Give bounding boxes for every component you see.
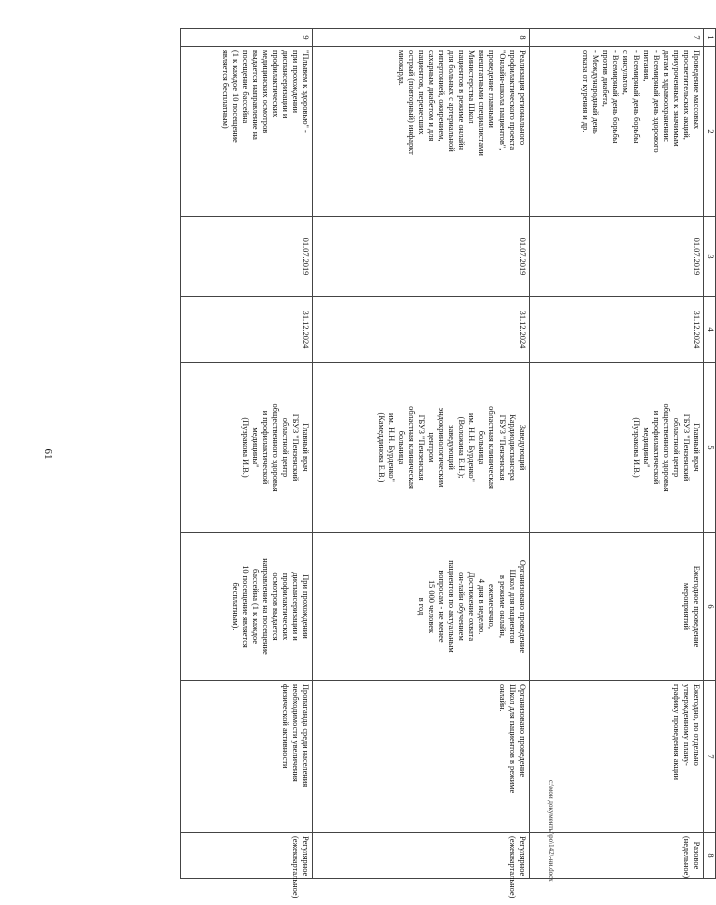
cell-line: Министерства Школ <box>467 50 477 124</box>
col-number-8: 8 <box>704 833 716 879</box>
cell-line: им. Н.Н. Бурденко" <box>386 413 396 482</box>
cell-end-date: 31.12.2024 <box>313 297 529 363</box>
cell-line: мероприятий <box>681 582 691 631</box>
cell-line: питания, <box>641 50 651 82</box>
cell-line: заведующий <box>447 425 457 470</box>
cell-line: приуроченных к значимым <box>671 50 681 147</box>
cell-line: бесплатным). <box>230 582 240 631</box>
cell-line: медицинских осмотров <box>261 50 271 134</box>
col-number-3: 3 <box>704 217 716 297</box>
cell-line: 4 дня в неделю. <box>477 578 487 635</box>
cell-line: общественного здоровья <box>661 403 671 492</box>
cell-line: Главный врач <box>692 423 701 472</box>
cell-line: - Всемирный день борьбы <box>631 50 641 144</box>
cell-line: медицины" <box>251 427 261 468</box>
cell-line: (Воложина Е.Н.); <box>457 416 467 479</box>
cell-line: При прохождении <box>301 574 311 639</box>
cell-line: датам в здравоохранении: <box>661 50 671 143</box>
cell-line: "Онлайн-школа пациентов", <box>497 50 507 151</box>
cell-line: (ежеквартальное) <box>291 836 301 899</box>
cell-line: областная клиническая <box>487 406 497 489</box>
cell-line: при прохождении <box>291 50 301 113</box>
cell-control <box>313 681 529 833</box>
cell-start-date: 01.07.2019 <box>529 217 703 297</box>
col-number-1: 1 <box>704 29 716 47</box>
cell-line: Пропаганда среди населения <box>301 684 311 788</box>
cell-start-date: 01.07.2019 <box>181 217 314 297</box>
cell-line: (недельное) <box>681 836 691 879</box>
cell-start-date: 01.07.2019 <box>313 217 529 297</box>
cell-line: гипертонией, ожирением, <box>437 50 447 142</box>
cell-line: Достижение охвата <box>467 571 477 642</box>
cell-line: сахарным диабетом и для <box>426 50 436 142</box>
measures-table <box>180 28 716 899</box>
cell-kind <box>181 833 314 899</box>
cell-line: является бесплатным) <box>220 50 230 129</box>
footer-file-path: c:\мои документы\ро\142\-ни.docx <box>547 780 555 882</box>
cell-responsible <box>181 363 314 533</box>
cell-line: выдается направление на <box>251 50 261 140</box>
cell-line: профилактических <box>271 50 281 118</box>
cell-line: ГБУЗ "Пензенская <box>497 414 507 481</box>
cell-line: пациентов по актуальным <box>447 560 457 653</box>
cell-line: - Международный день <box>591 50 601 134</box>
cell-kind <box>313 833 529 899</box>
cell-row-number: 9 <box>181 29 314 47</box>
cell-line: 15 000 человек <box>426 579 436 634</box>
cell-line: онлайн. <box>497 684 507 712</box>
cell-line: Школ для пациентов в режиме <box>507 684 517 794</box>
cell-line: в режиме онлайн, <box>497 575 507 638</box>
header-row <box>704 29 716 879</box>
cell-line: вопросам - не менее <box>437 570 447 643</box>
cell-line: эндокринологическим <box>437 407 447 488</box>
cell-line: посещение бассейна <box>241 50 251 124</box>
cell-row-number: 8 <box>313 29 529 47</box>
cell-line: 10 посещение является <box>241 565 251 648</box>
cell-line: отказа от курения и др. <box>581 50 591 133</box>
cell-line: больница <box>477 430 487 465</box>
table-row <box>529 29 703 879</box>
cell-line: Регулярное <box>301 836 311 877</box>
cell-line: (Пузракова И.В.) <box>631 417 641 478</box>
cell-line: ГБУЗ "Пензенский <box>681 413 691 482</box>
cell-line: он-лайн обучением <box>457 572 467 641</box>
cell-line: общественного здоровья <box>271 403 281 492</box>
cell-line: пациентов в режиме онлайн <box>457 50 467 151</box>
cell-line: - Всемирный день здорового <box>651 50 661 153</box>
cell-line: больница <box>396 430 406 465</box>
cell-line: Регулярное <box>517 836 527 877</box>
cell-result <box>181 533 314 681</box>
cell-end-date: 31.12.2024 <box>529 297 703 363</box>
cell-line: ежемесячно, <box>487 584 497 629</box>
cell-line: Реализация регионального <box>517 50 527 146</box>
cell-line: Организовано проведение <box>517 559 527 654</box>
cell-line: физической активности <box>281 684 291 769</box>
cell-line: направление на посещение <box>261 558 271 655</box>
cell-line: Организовано проведение <box>517 684 527 778</box>
cell-line: Кардиодиспансера <box>507 414 517 481</box>
cell-result <box>313 533 529 681</box>
cell-row-number: 7 <box>529 29 703 47</box>
cell-line: (ежеквартальное) <box>507 836 517 899</box>
cell-line: Проведение массовых <box>692 50 701 130</box>
cell-line: Заведующий <box>517 424 527 471</box>
col-number-5: 5 <box>704 363 716 533</box>
cell-event <box>529 47 703 217</box>
cell-line: "Плывем к здоровью" - <box>301 50 311 133</box>
page-number: 61 <box>42 448 54 460</box>
cell-line: Ежегодное проведение <box>692 565 701 648</box>
col-number-7: 7 <box>704 681 716 833</box>
col-number-2: 2 <box>704 47 716 217</box>
col-number-6: 6 <box>704 533 716 681</box>
cell-line: профилактического проекта <box>507 50 517 151</box>
cell-kind <box>529 833 703 879</box>
cell-line: (Пузракова И.В.) <box>241 417 251 478</box>
cell-line: Школ для пациентов <box>507 569 517 644</box>
cell-line: диспансеризации и <box>281 50 291 119</box>
table-row <box>181 29 314 879</box>
cell-line: для больных с артериальной <box>447 50 457 152</box>
cell-line: острый (повторный) инфаркт <box>406 50 416 155</box>
cell-line: пациентов, перенесших <box>416 50 426 135</box>
cell-line: Ежегодно, по отдельно <box>692 684 701 766</box>
cell-line: ГБУЗ "Пензенский <box>291 413 301 482</box>
cell-line: диспансеризации и <box>291 572 301 641</box>
table-row <box>313 29 529 879</box>
cell-line: с инсультом, <box>621 50 631 95</box>
cell-line: внештатными специалистами <box>477 50 487 156</box>
cell-line: и профилактической <box>261 410 271 485</box>
cell-end-date: 31.12.2024 <box>181 297 314 363</box>
cell-line: миокарда. <box>396 50 406 86</box>
cell-line: утвержденному плану- <box>681 684 691 766</box>
cell-line: графику проведения акции <box>671 684 681 780</box>
cell-event <box>313 47 529 217</box>
cell-line: Разовое <box>692 841 701 870</box>
cell-line: необходимости увеличения <box>291 684 301 782</box>
cell-line: областной центр <box>671 417 681 478</box>
cell-line: Главный врач <box>301 423 311 472</box>
cell-line: и профилактической <box>651 410 661 485</box>
cell-control <box>529 681 703 833</box>
cell-line: ГБУЗ "Пензенская <box>416 414 426 481</box>
cell-line: областной центр <box>281 417 291 478</box>
rotated-table-container <box>180 28 716 899</box>
cell-line: областная клиническая <box>406 406 416 489</box>
cell-event <box>181 47 314 217</box>
cell-line: (Камеддинова Е.В.) <box>376 412 386 483</box>
cell-control <box>181 681 314 833</box>
cell-line: медицины" <box>641 427 651 468</box>
cell-result <box>529 533 703 681</box>
cell-line: центром <box>426 432 436 463</box>
cell-line: просветительских акций, <box>681 50 691 140</box>
cell-responsible <box>313 363 529 533</box>
cell-line: бассейна (1 к каждое <box>251 569 261 644</box>
cell-line: профилактических <box>281 572 291 641</box>
cell-line: осмотров выдается <box>271 572 281 641</box>
cell-line: в год <box>416 597 426 616</box>
cell-line: (1 к каждое 10 посещение <box>230 50 240 143</box>
cell-responsible <box>529 363 703 533</box>
cell-line: им. Н.Н. Бурденко" <box>467 413 477 482</box>
col-number-4: 4 <box>704 297 716 363</box>
cell-line: - Всемирный день борьбы <box>611 50 621 144</box>
cell-line: проведение главными <box>487 50 497 128</box>
cell-line: против диабета, <box>601 50 611 107</box>
